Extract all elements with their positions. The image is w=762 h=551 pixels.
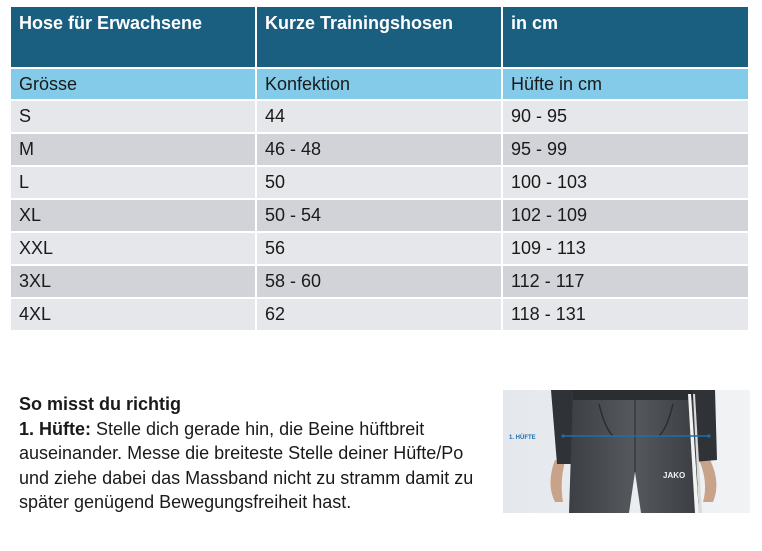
- hip-cell: 95 - 99: [502, 133, 748, 166]
- header-cell: Hose für Erwachsene: [11, 7, 256, 68]
- size-cell: S: [11, 100, 256, 133]
- hip-cell: 100 - 103: [502, 166, 748, 199]
- size-cell: L: [11, 166, 256, 199]
- size-cell: 3XL: [11, 265, 256, 298]
- konfektion-cell: 46 - 48: [256, 133, 502, 166]
- konfektion-cell: 62: [256, 298, 502, 331]
- step-label: 1. Hüfte:: [19, 418, 91, 439]
- hip-cell: 109 - 113: [502, 232, 748, 265]
- hip-cell: 112 - 117: [502, 265, 748, 298]
- table-row: [11, 232, 748, 265]
- subheader-cell: Konfektion: [256, 68, 502, 100]
- table-row: [11, 298, 748, 331]
- size-cell: 4XL: [11, 298, 256, 331]
- subheader-cell: Hüfte in cm: [502, 68, 748, 100]
- konfektion-cell: 58 - 60: [256, 265, 502, 298]
- konfektion-cell: 56: [256, 232, 502, 265]
- header-cell: in cm: [502, 7, 748, 68]
- size-cell: XXL: [11, 232, 256, 265]
- table-subheader-row: [11, 68, 748, 100]
- table-header-row: [11, 7, 748, 68]
- konfektion-cell: 44: [256, 100, 502, 133]
- table-row: [11, 133, 748, 166]
- table-row: [11, 100, 748, 133]
- jako-logo: JAKO: [663, 471, 686, 480]
- measure-title: So misst du richtig: [19, 394, 182, 414]
- size-table: [11, 7, 748, 332]
- hip-cell: 118 - 131: [502, 298, 748, 331]
- step-text: Stelle dich gerade hin, die Beine hüftbreit auseinander. Messe die breiteste Stelle deiner Hüfte/Po und ziehe dabei das Massband nicht zu stramm damit zu später genügend Bewegungsfreiheit hast.: [19, 418, 474, 512]
- size-cell: XL: [11, 199, 256, 232]
- size-cell: M: [11, 133, 256, 166]
- header-cell: Kurze Trainingshosen: [256, 7, 502, 68]
- table-row: [11, 199, 748, 232]
- table-row: [11, 166, 748, 199]
- measure-instructions: [19, 392, 489, 515]
- hip-label: 1. HÜFTE: [509, 435, 536, 441]
- table-row: [11, 265, 748, 298]
- subheader-cell: Grösse: [11, 68, 256, 100]
- hip-cell: 90 - 95: [502, 100, 748, 133]
- hip-measurement-image: [503, 390, 750, 513]
- konfektion-cell: 50 - 54: [256, 199, 502, 232]
- konfektion-cell: 50: [256, 166, 502, 199]
- hip-cell: 102 - 109: [502, 199, 748, 232]
